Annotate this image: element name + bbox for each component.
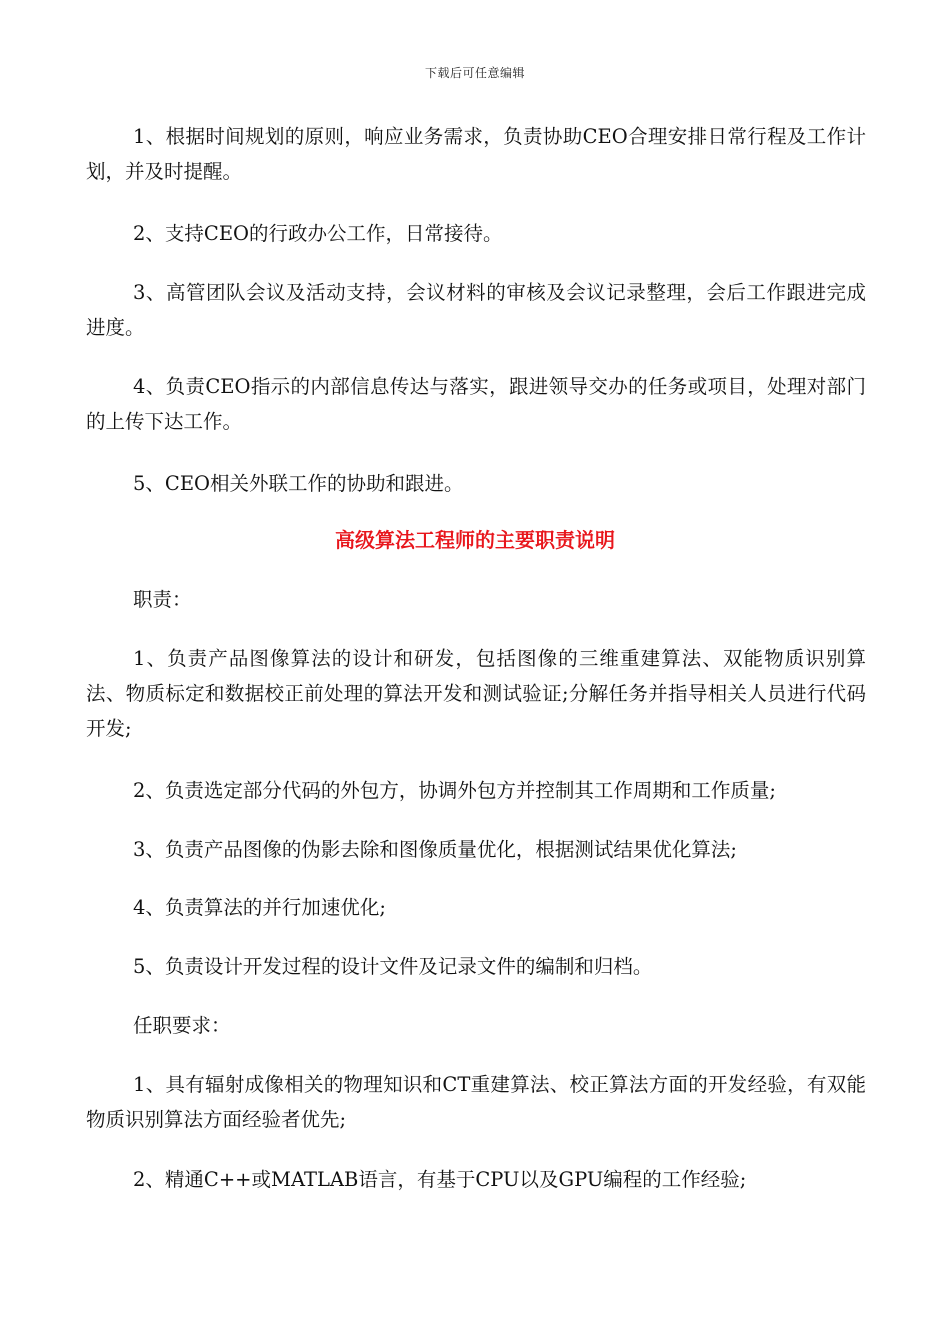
algo-duty-4: 4、负责算法的并行加速优化;	[133, 896, 386, 919]
section-title: 高级算法工程师的主要职责说明	[335, 528, 615, 552]
requirements-label: 任职要求：	[133, 1014, 231, 1037]
ceo-duty-1: 1、根据时间规划的原则，响应业务需求，负责协助CEO合理安排日常行程及工作计划，并及时提醒。	[86, 125, 866, 183]
ceo-duty-5: 5、CEO相关外联工作的协助和跟进。	[133, 472, 464, 495]
ceo-duty-3: 3、高管团队会议及活动支持，会议材料的审核及会议记录整理，会后工作跟进完成进度。	[86, 281, 866, 339]
ceo-duty-4: 4、负责CEO指示的内部信息传达与落实，跟进领导交办的任务或项目，处理对部门的上传下达工作。	[86, 375, 866, 433]
requirement-2: 2、精通C++或MATLAB语言，有基于CPU以及GPU编程的工作经验;	[133, 1168, 747, 1191]
algo-duty-2: 2、负责选定部分代码的外包方，协调外包方并控制其工作周期和工作质量;	[133, 779, 776, 802]
algo-duty-3: 3、负责产品图像的伪影去除和图像质量优化，根据测试结果优化算法;	[133, 838, 737, 861]
ceo-duty-2: 2、支持CEO的行政办公工作，日常接待。	[133, 222, 503, 245]
algo-duty-5: 5、负责设计开发过程的设计文件及记录文件的编制和归档。	[133, 955, 653, 978]
requirement-1: 1、具有辐射成像相关的物理知识和CT重建算法、校正算法方面的开发经验，有双能物质识别算法方面经验者优先;	[86, 1073, 866, 1131]
algo-duty-1: 1、负责产品图像算法的设计和研发，包括图像的三维重建算法、双能物质识别算法、物质标定和数据校正前处理的算法开发和测试验证;分解任务并指导相关人员进行代码开发;	[86, 647, 866, 740]
page-header: 下载后可任意编辑	[424, 66, 525, 80]
duties-label: 职责：	[133, 588, 192, 611]
